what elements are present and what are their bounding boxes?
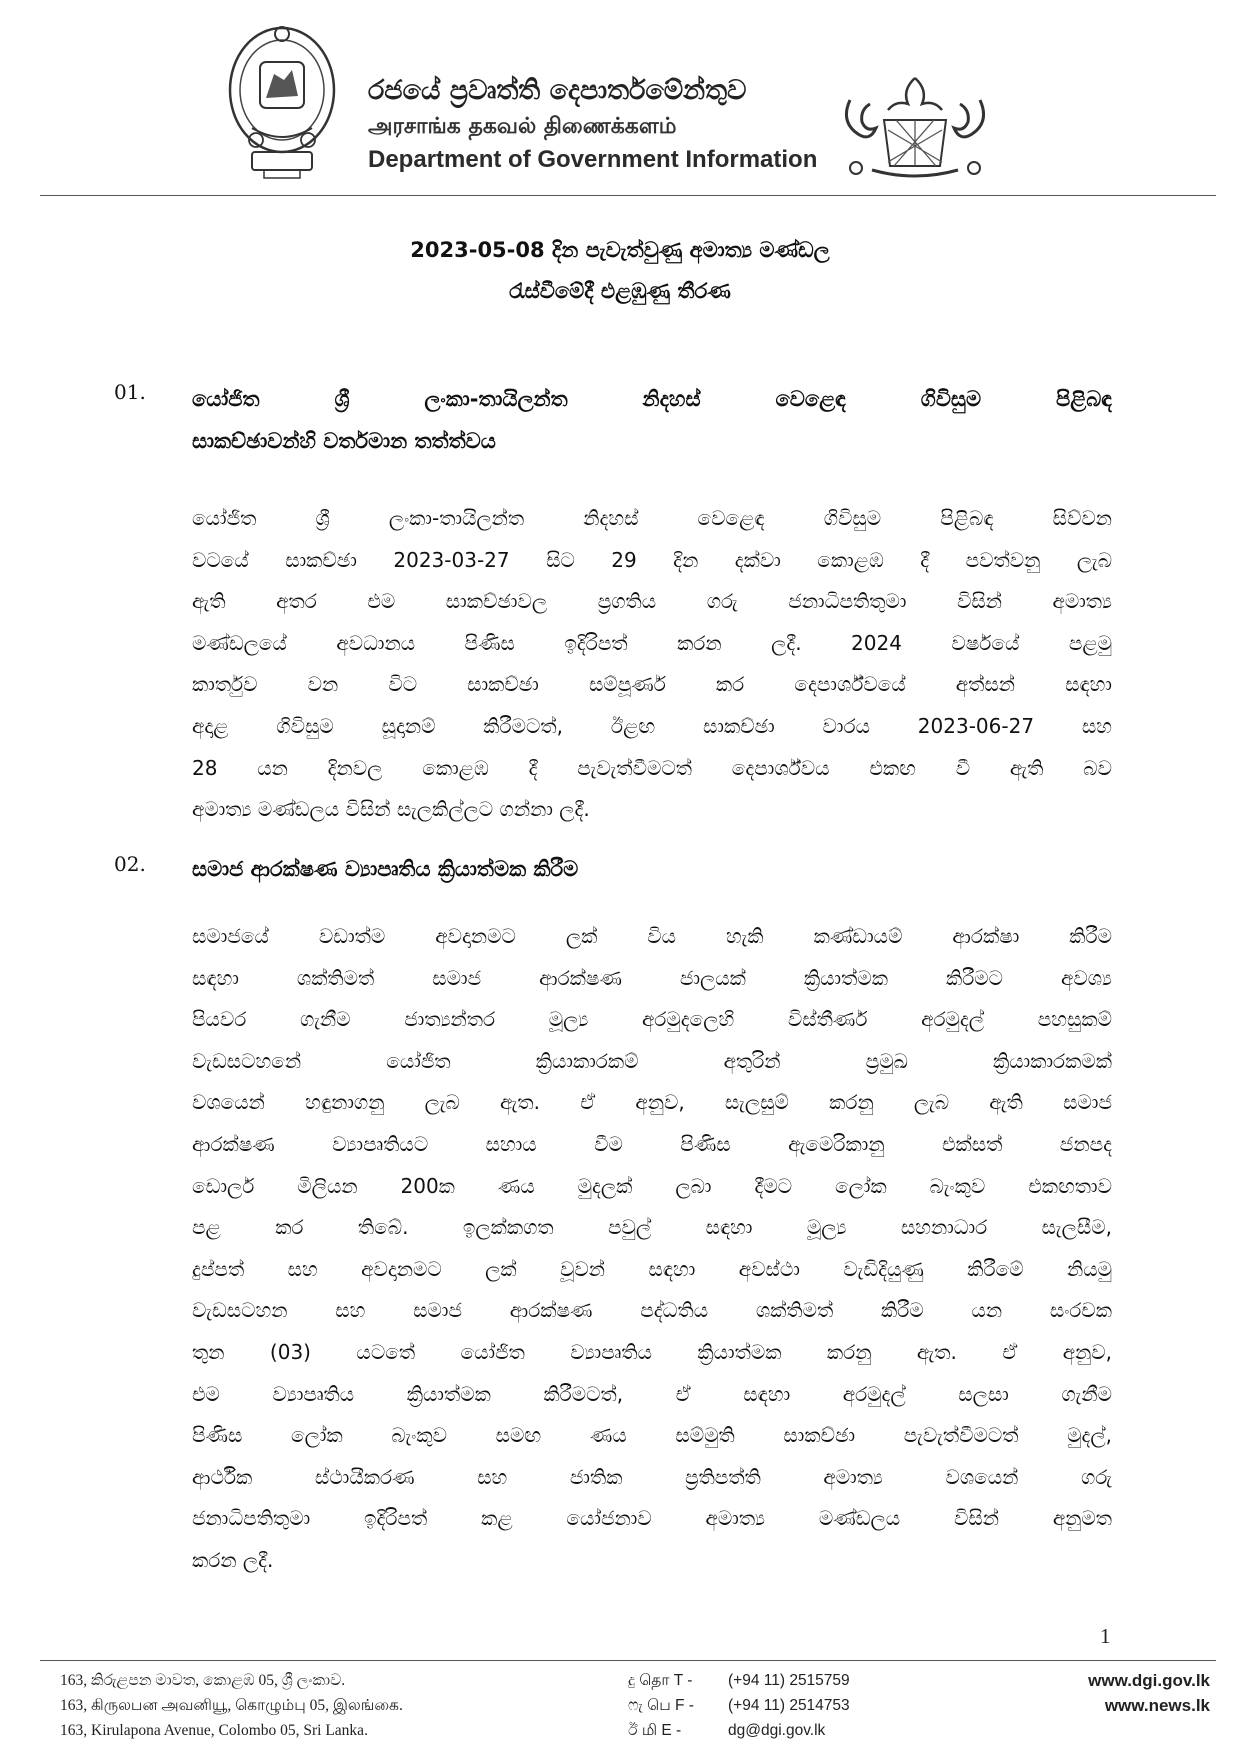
- heading-line: සමාජ ආරක්ෂණ ව්‍යාපෘතිය ක්‍රියාත්මක කිරීම: [192, 857, 579, 881]
- footer-address: [60, 1668, 530, 1743]
- department-name-block: [368, 72, 828, 176]
- paragraph-line: පළ කර තිබේ. ඉලක්කගත පවුල් සඳහා මූල්‍ය සහනාධාර සැලසීම,: [192, 1215, 1112, 1240]
- contact-label: ෆැ பெ F -: [628, 1697, 694, 1714]
- paragraph-line: ඇති අතර එම සාකච්ඡාවල ප්‍රගතිය ගරු ජනාධිපතිතුමා විසින් අමාත්‍ය: [192, 589, 1112, 614]
- title-line: රැස්වීමේදී එළඹුණු තීරණ: [509, 279, 731, 303]
- section-heading: [192, 848, 1112, 890]
- footer-contacts: [628, 1668, 928, 1743]
- contact-value: (+94 11) 2514753: [728, 1697, 850, 1714]
- paragraph-line: 28 යන දිනවල කොළඹ දී පැවැත්වීමටත් දෙපාර්ශ්වය එකඟ වී ඇති බව: [192, 755, 1112, 780]
- footer-divider: [40, 1660, 1216, 1661]
- paragraph-line: වැඩසටහනේ යෝජිත ක්‍රියාකාරකම් අතුරින් ප්‍රමුඛ ක්‍රියාකාරකමක්: [192, 1048, 1112, 1073]
- address-line: 163, Kirulapona Avenue, Colombo 05, Sri Lanka.: [60, 1722, 368, 1739]
- header-divider: [40, 195, 1216, 196]
- paragraph-line: වැඩසටහන සහ සමාජ ආරක්ෂණ පද්ධතිය ශක්තිමත් කිරීම යන සංරචක: [192, 1298, 1112, 1323]
- section-paragraph: [192, 498, 1112, 831]
- address-line: 163, කිරුළපන මාවත, කොළඹ 05, ශ්‍රී ලංකාව.: [60, 1672, 346, 1689]
- email-link[interactable]: dg@dgi.gov.lk: [728, 1722, 826, 1739]
- contact-fax: [628, 1693, 928, 1718]
- heading-line: සාකච්ඡාවන්හි වර්තමාන තත්ත්වය: [192, 429, 496, 453]
- paragraph-line: එම ව්‍යාපෘතිය ක්‍රියාත්මක කිරීමටත්, ඒ සඳහා අරමුදල් සලසා ගැනීම: [192, 1381, 1112, 1406]
- department-name-tamil: அரசாங்க தகவல் திணைக்களம்: [368, 114, 677, 139]
- paragraph-line: ජනාධිපතිතුමා ඉදිරිපත් කළ යෝජනාව අමාත්‍ය මණ්ඩලය විසින් අනුමත: [192, 1506, 1112, 1531]
- decorative-swan-motif-icon: [836, 70, 994, 182]
- section-number: 01.: [114, 380, 146, 404]
- section-paragraph: [192, 916, 1112, 1582]
- paragraph-line: සමාජයේ වඩාත්ම අවදානමට ලක් විය හැකි කණ්ඩායම් ආරක්ෂා කිරීම: [192, 924, 1112, 948]
- paragraph-line: කාර්තුව වන විට සාකච්ඡා සම්පූර්ණ කර දෙපාර්ශ්වයේ අත්සන් සඳහා: [192, 672, 1112, 697]
- paragraph-line: වටයේ සාකච්ඡා 2023-03-27 සිට 29 දින දක්වා කොළඹ දී පවත්වනු ලැබ: [192, 547, 1112, 572]
- sri-lanka-emblem: [222, 18, 342, 182]
- paragraph-line: යෝජිත ශ්‍රී ලංකා-තායිලන්ත නිදහස් වෙළෙඳ ගිවිසුම පිළිබඳ සිව්වන: [192, 506, 1112, 530]
- paragraph-line: සඳහා ශක්තිමත් සමාජ ආරක්ෂණ ජාලයක් ක්‍රියාත්මක කිරීමට අවශ්‍ය: [192, 965, 1112, 990]
- paragraph-line: වශයෙන් හඳුනාගනු ලැබ ඇත. ඒ අනුව, සැලසුම් කරනු ලැබ ඇති සමාජ: [192, 1090, 1112, 1115]
- footer-websites: [1088, 1668, 1210, 1718]
- contact-label: ඊ மி E -: [628, 1722, 682, 1739]
- contact-label: දු தொ T -: [628, 1672, 693, 1689]
- department-name-sinhala: රජයේ ප්‍රවෘත්ති දෙපාර්තමේන්තුව: [368, 75, 747, 106]
- paragraph-line: පියවර ගැනීම ජාත්‍යන්තර මූල්‍ය අරමුදලෙහි විස්තීර්ණ අරමුදල් පහසුකම්: [192, 1007, 1112, 1032]
- paragraph-line: ආර්ථික ස්ථායීකරණ සහ ජාතික ප්‍රතිපත්ති අමාත්‍ය වශයෙන් ගරු: [192, 1464, 1112, 1489]
- paragraph-line: පිණිස ලෝක බැංකුව සමඟ ණය සම්මුති සාකච්ඡා පැවැත්වීමටත් මුදල්,: [192, 1423, 1112, 1448]
- heading-line: යෝජිත ශ්‍රී ලංකා-තායිලන්ත නිදහස් වෙළෙඳ ගිවිසුම පිළිබඳ: [192, 387, 1112, 411]
- paragraph-line: ඩොලර් මිලියන 200ක ණය මුදලක් ලබා දීමට ලෝක බැංකුව එකඟතාව: [192, 1173, 1112, 1198]
- contact-telephone: [628, 1668, 928, 1693]
- address-line: 163, கிருலபன அவனியூ, கொழும்பு 05, இலங்கை.: [60, 1697, 403, 1714]
- paragraph-line: මණ්ඩලයේ අවධානය පිණිස ඉදිරිපත් කරන ලදී. 2024 වර්ෂයේ පළමු: [192, 630, 1112, 655]
- department-name-english: Department of Government Information: [368, 146, 818, 173]
- paragraph-line: කරන ලදී.: [192, 1547, 274, 1572]
- page-number: 1: [1100, 1624, 1111, 1648]
- contact-email: [628, 1718, 928, 1743]
- paragraph-line: ආරක්ෂණ ව්‍යාපෘතියට සහාය වීම පිණිස ඇමෙරිකානු එක්සත් ජනපද: [192, 1131, 1112, 1156]
- title-line: 2023-05-08 දින පැවැත්වුණු අමාත්‍ය මණ්ඩල: [410, 238, 830, 262]
- contact-value: (+94 11) 2515759: [728, 1672, 850, 1689]
- website-link[interactable]: www.dgi.gov.lk: [1088, 1671, 1210, 1690]
- section-heading: [192, 378, 1112, 462]
- document-title: [230, 230, 1010, 312]
- section-number: 02.: [114, 852, 146, 876]
- paragraph-line: තුන (03) යටතේ යෝජිත ව්‍යාපෘතිය ක්‍රියාත්මක කරනු ඇත. ඒ අනුව,: [192, 1339, 1112, 1364]
- paragraph-line: අදාළ ගිවිසුම සූදානම් කිරීමටත්, ඊළඟ සාකච්ඡා වාරය 2023-06-27 සහ: [192, 713, 1112, 738]
- paragraph-line: අමාත්‍ය මණ්ඩලය විසින් සැලකිල්ලට ගන්නා ලදී.: [192, 797, 590, 822]
- paragraph-line: දුප්පත් සහ අවදානමට ලක් වූවන් සඳහා අවස්ථා වැඩිදියුණු කිරීමේ නියමු: [192, 1256, 1112, 1281]
- website-link[interactable]: www.news.lk: [1104, 1696, 1210, 1715]
